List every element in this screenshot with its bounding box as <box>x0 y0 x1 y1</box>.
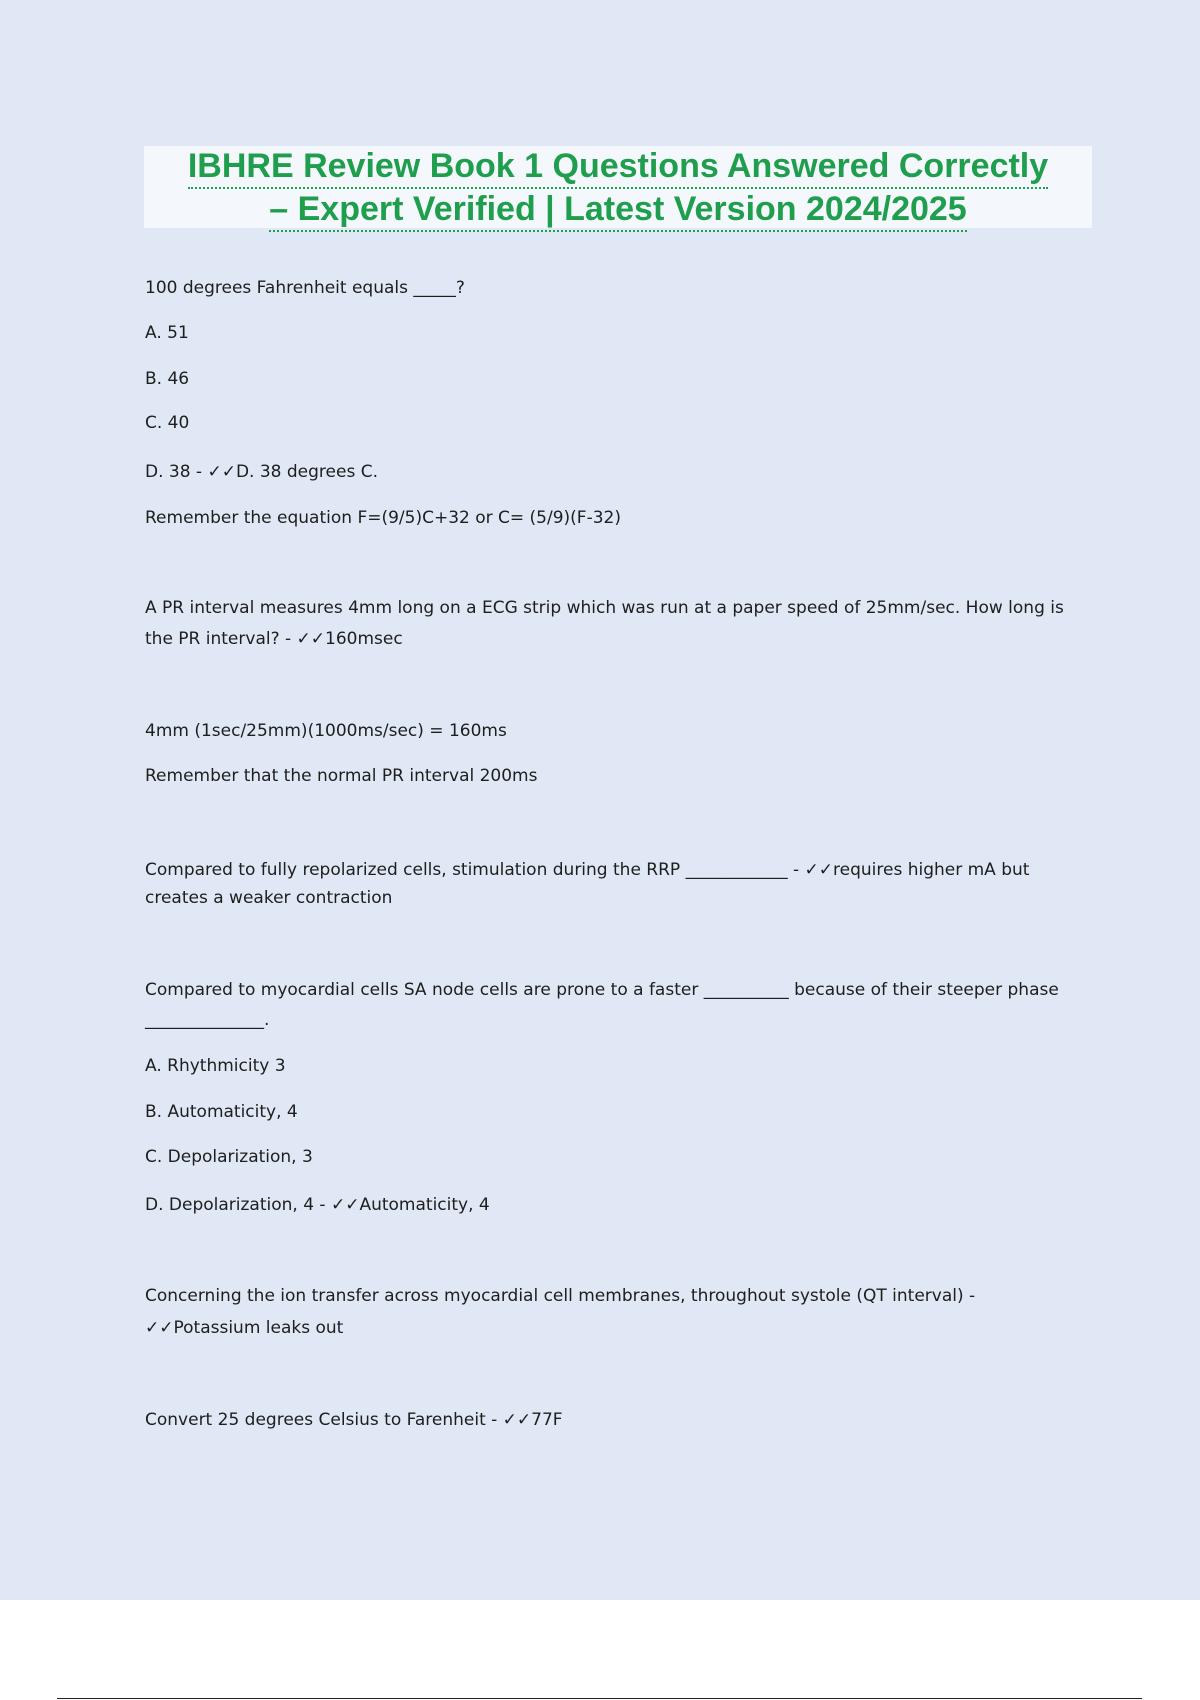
question-1-option-c: C. 40 <box>145 413 190 433</box>
question-1-option-d-answer: D. 38 - ✓✓D. 38 degrees C. <box>145 462 379 482</box>
question-4-option-c: C. Depolarization, 3 <box>145 1147 313 1167</box>
question-4-option-a: A. Rhythmicity 3 <box>145 1056 286 1076</box>
question-2-note: Remember that the normal PR interval 200ms <box>145 766 538 786</box>
question-1-option-a: A. 51 <box>145 323 189 343</box>
question-1-option-b: B. 46 <box>145 369 190 389</box>
question-2-calculation: 4mm (1sec/25mm)(1000ms/sec) = 160ms <box>145 721 507 741</box>
title-line-1: IBHRE Review Book 1 Questions Answered Correctly <box>188 146 1048 189</box>
question-5-text: Concerning the ion transfer across myocardial cell membranes, throughout systole (QT interval) - ✓✓Potassium leaks out <box>145 1286 976 1338</box>
question-4-option-d-answer: D. Depolarization, 4 - ✓✓Automaticity, 4 <box>145 1195 490 1215</box>
question-3-text: Compared to fully repolarized cells, stimulation during the RRP ____________ - ✓✓requires higher mA but creates a weaker contraction <box>145 860 1030 908</box>
footer-divider <box>57 1698 1142 1699</box>
title-banner <box>144 146 1092 228</box>
question-6-text: Convert 25 degrees Celsius to Farenheit - ✓✓77F <box>145 1410 563 1430</box>
question-1-note: Remember the equation F=(9/5)C+32 or C= (5/9)(F-32) <box>145 508 621 528</box>
question-1-text: 100 degrees Fahrenheit equals _____? <box>145 278 465 298</box>
title-line-2: – Expert Verified | Latest Version 2024/2025 <box>269 189 966 232</box>
question-2-text: A PR interval measures 4mm long on a ECG strip which was run at a paper speed of 25mm/sec. How long is the PR interval? - ✓✓160msec <box>145 598 1064 649</box>
question-4-option-b: B. Automaticity, 4 <box>145 1102 298 1122</box>
question-4-text: Compared to myocardial cells SA node cells are prone to a faster __________ because of their steeper phase ______________. <box>145 980 1059 1030</box>
